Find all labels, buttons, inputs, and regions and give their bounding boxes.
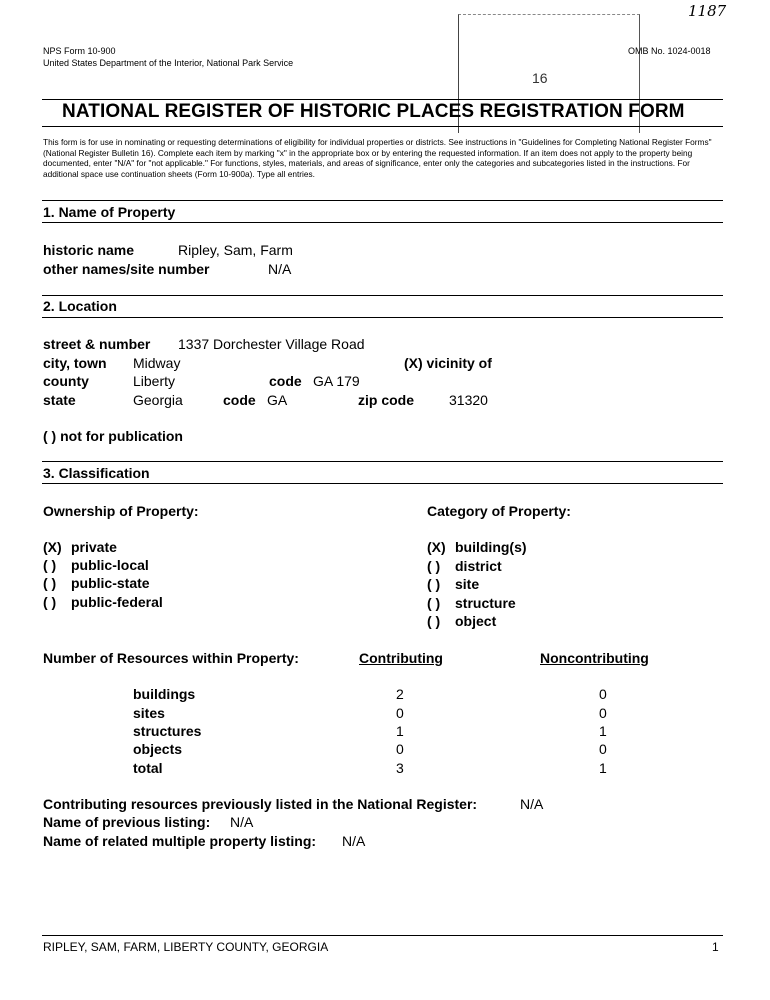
category-mark: ( )	[427, 613, 441, 629]
ownership-mark: ( )	[43, 575, 57, 591]
section3-rule-bottom	[42, 483, 723, 484]
related-listing-label: Name of related multiple property listing:	[43, 833, 317, 849]
category-option: site	[455, 576, 480, 592]
form-number: NPS Form 10-900	[43, 46, 116, 56]
state-value: Georgia	[133, 392, 183, 408]
resource-contributing: 1	[396, 723, 404, 739]
related-listing-value: N/A	[342, 833, 366, 849]
zip-value: 31320	[449, 392, 488, 408]
noncontributing-header: Noncontributing	[540, 650, 649, 666]
vicinity-checkbox: (X) vicinity of	[404, 355, 492, 371]
street-label: street & number	[43, 336, 151, 352]
ownership-mark: (X)	[43, 539, 62, 555]
resource-type: objects	[133, 741, 183, 757]
ownership-option: public-federal	[71, 594, 163, 610]
city-label: city, town	[43, 355, 107, 371]
resource-contributing: 3	[396, 760, 404, 776]
resource-noncontributing: 1	[599, 760, 607, 776]
city-value: Midway	[133, 355, 181, 371]
ownership-label: Ownership of Property:	[43, 503, 199, 519]
county-code-value: GA 179	[313, 373, 360, 389]
county-value: Liberty	[133, 373, 176, 389]
county-label: county	[43, 373, 89, 389]
resource-noncontributing: 0	[599, 686, 607, 702]
county-code-label: code	[269, 373, 302, 389]
category-label: Category of Property:	[427, 503, 571, 519]
not-for-publication-checkbox: ( ) not for publication	[43, 428, 183, 444]
ownership-option: public-state	[71, 575, 150, 591]
ownership-mark: ( )	[43, 557, 57, 573]
section2-heading: 2. Location	[43, 298, 117, 314]
category-mark: ( )	[427, 576, 441, 592]
form-title: NATIONAL REGISTER OF HISTORIC PLACES REGISTRATION FORM	[62, 101, 685, 122]
category-mark: ( )	[427, 558, 441, 574]
previous-listing-label: Name of previous listing:	[43, 814, 211, 830]
section2-rule-top	[42, 295, 723, 296]
resources-label: Number of Resources within Property:	[43, 650, 299, 666]
state-code-label: code	[223, 392, 256, 408]
ownership-option: public-local	[71, 557, 149, 573]
stamp-number: 16	[532, 70, 548, 86]
footer-property-name: RIPLEY, SAM, FARM, LIBERTY COUNTY, GEORGIA	[43, 940, 329, 954]
category-option: district	[455, 558, 502, 574]
category-option: building(s)	[455, 539, 527, 555]
previous-listing-value: N/A	[230, 814, 254, 830]
section1-heading: 1. Name of Property	[43, 204, 176, 220]
historic-name-value: Ripley, Sam, Farm	[178, 242, 293, 258]
handwritten-page-mark: 1187	[688, 2, 727, 20]
resource-contributing: 0	[396, 741, 404, 757]
section2-rule-bottom	[42, 317, 723, 318]
state-label: state	[43, 392, 76, 408]
category-mark: ( )	[427, 595, 441, 611]
section1-rule-top	[42, 200, 723, 201]
section3-heading: 3. Classification	[43, 465, 150, 481]
resource-noncontributing: 1	[599, 723, 607, 739]
category-option: structure	[455, 595, 516, 611]
zip-label: zip code	[358, 392, 415, 408]
state-code-value: GA	[267, 392, 288, 408]
other-names-value: N/A	[268, 261, 292, 277]
title-rule-top	[42, 99, 723, 100]
historic-name-label: historic name	[43, 242, 135, 258]
resource-noncontributing: 0	[599, 705, 607, 721]
previously-listed-label: Contributing resources previously listed in the National Register:	[43, 796, 478, 812]
ownership-mark: ( )	[43, 594, 57, 610]
section3-rule-top	[42, 461, 723, 462]
department: United States Department of the Interior, National Park Service	[43, 58, 294, 68]
contributing-header: Contributing	[359, 650, 443, 666]
resource-type: structures	[133, 723, 202, 739]
previously-listed-value: N/A	[520, 796, 544, 812]
resource-noncontributing: 0	[599, 741, 607, 757]
category-option: object	[455, 613, 497, 629]
ownership-option: private	[71, 539, 117, 555]
other-names-label: other names/site number	[43, 261, 210, 277]
resource-contributing: 2	[396, 686, 404, 702]
section1-rule-bottom	[42, 222, 723, 223]
form-instructions: This form is for use in nominating or requesting determinations of eligibility for individual properties or districts. See instructions in "Guidelines for Completing National Register Forms" (National Register Bulletin 16). Complete each item by marking "x" in the appropriate box or by entering the requested information. If an item does not apply to the property being documented, enter "N/A" for "not applicable." For functions, styles, materials, and areas of significance, enter only the categories and subcategories listed in the instructions. For additional space use continuation sheets (Form 10-900a). Type all entries.	[43, 137, 712, 179]
resource-contributing: 0	[396, 705, 404, 721]
omb-number: OMB No. 1024-0018	[628, 46, 711, 56]
footer-page-number: 1	[712, 940, 719, 954]
resource-type: sites	[133, 705, 165, 721]
footer-rule	[42, 935, 723, 936]
street-value: 1337 Dorchester Village Road	[178, 336, 365, 352]
category-mark: (X)	[427, 539, 446, 555]
resource-type: total	[133, 760, 163, 776]
title-rule-bottom	[42, 126, 723, 127]
resource-type: buildings	[133, 686, 196, 702]
